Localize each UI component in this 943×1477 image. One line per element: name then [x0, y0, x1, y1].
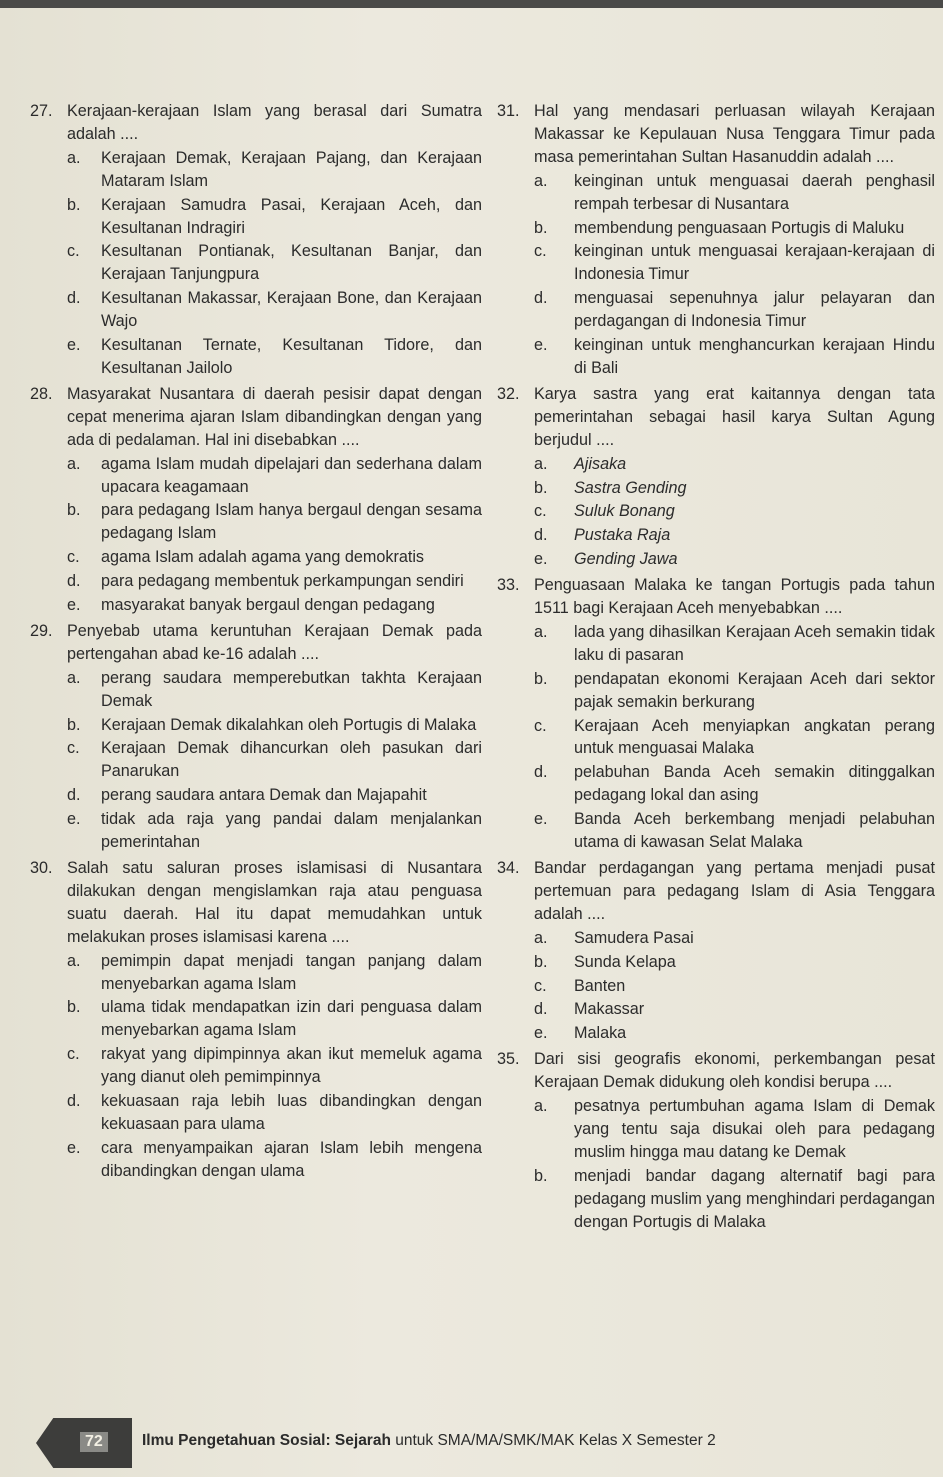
question-33	[497, 574, 935, 854]
option-b: b. Sunda Kelapa	[534, 952, 676, 971]
question-35	[497, 1048, 935, 1233]
option-a: a. keinginan untuk menguasai daerah penghasil rempah terbesar di Nusantara	[534, 171, 935, 213]
option-b: b. menjadi bandar dagang alternatif bagi para pedagang muslim yang menghindari perdagangan dengan Portugis di Malaka	[534, 1166, 935, 1231]
book-title: Ilmu Pengetahuan Sosial: Sejarah untuk SMA/MA/SMK/MAK Kelas X Semester 2	[142, 1432, 716, 1449]
question-27	[30, 100, 482, 380]
question-34	[497, 857, 935, 1045]
question-number: 33.	[497, 576, 520, 595]
option-e: e. Banda Aceh berkembang menjadi pelabuhan utama di kawasan Selat Malaka	[534, 810, 935, 852]
option-a: a. agama Islam mudah dipelajari dan sederhana dalam upacara keagamaan	[67, 454, 482, 496]
option-e: e. Malaka	[534, 1024, 627, 1043]
question-29	[30, 620, 482, 854]
question-text: Penyebab utama keruntuhan Kerajaan Demak pada pertengahan abad ke-16 adalah ....	[67, 621, 482, 663]
question-number: 28.	[30, 384, 53, 403]
option-a: a. Ajisaka	[534, 454, 627, 473]
page-number: 72	[80, 1432, 108, 1452]
option-c: c. Kerajaan Demak dihancurkan oleh pasukan dari Panarukan	[67, 739, 482, 781]
option-d: d. para pedagang membentuk perkampungan sendiri	[67, 572, 464, 591]
question-number: 31.	[497, 102, 520, 120]
option-b: b. pendapatan ekonomi Kerajaan Aceh dari sektor pajak semakin berkurang	[534, 669, 935, 711]
option-c: c. Banten	[534, 976, 626, 995]
option-a: a. Kerajaan Demak, Kerajaan Pajang, dan Kerajaan Mataram Islam	[67, 148, 482, 190]
question-number: 32.	[497, 384, 520, 403]
option-e: e. masyarakat banyak bergaul dengan pedagang	[67, 596, 435, 615]
question-text: Karya sastra yang erat kaitannya dengan tata pemerintahan sebagai hasil karya Sultan Agung berjudul ....	[534, 384, 935, 449]
option-c: c. agama Islam adalah agama yang demokratis	[67, 548, 425, 567]
question-number: 27.	[30, 102, 53, 120]
question-28	[30, 383, 482, 617]
option-d: d. Kesultanan Makassar, Kerajaan Bone, dan Kerajaan Wajo	[67, 289, 482, 331]
question-text: Kerajaan-kerajaan Islam yang berasal dari Sumatra adalah ....	[67, 102, 482, 143]
question-32	[497, 383, 935, 571]
right-column	[497, 100, 935, 1237]
top-border	[0, 0, 943, 8]
question-number: 34.	[497, 859, 520, 877]
option-d: d. perang saudara antara Demak dan Majapahit	[67, 786, 427, 805]
option-d: d. kekuasaan raja lebih luas dibandingkan dengan kekuasaan para ulama	[67, 1092, 482, 1133]
left-column	[30, 100, 482, 1186]
question-text: Masyarakat Nusantara di daerah pesisir dapat dengan cepat menerima ajaran Islam dibandingkan dengan yang ada di pedalaman. Hal ini disebabkan ....	[67, 384, 482, 449]
option-c: c. Kesultanan Pontianak, Kesultanan Banjar, dan Kerajaan Tanjungpura	[67, 242, 482, 284]
question-number: 29.	[30, 621, 53, 640]
option-d: d. pelabuhan Banda Aceh semakin ditinggalkan pedagang lokal dan asing	[534, 763, 935, 805]
option-a: a. Samudera Pasai	[534, 928, 694, 947]
option-e: e. Kesultanan Ternate, Kesultanan Tidore, dan Kesultanan Jailolo	[67, 336, 482, 377]
option-e: e. Gending Jawa	[534, 550, 678, 569]
question-text: Salah satu saluran proses islamisasi di Nusantara dilakukan dengan mengislamkan raja atau penguasa suatu daerah. Hal itu dapat memudahkan untuk melakukan proses islamisasi karena ....	[67, 859, 482, 946]
question-number: 35.	[497, 1050, 520, 1069]
option-b: b. ulama tidak mendapatkan izin dari penguasa dalam menyebarkan agama Islam	[67, 998, 482, 1040]
option-a: a. perang saudara memperebutkan takhta Kerajaan Demak	[67, 668, 482, 710]
option-a: a. pemimpin dapat menjadi tangan panjang dalam menyebarkan agama Islam	[67, 951, 482, 993]
option-c: c. Suluk Bonang	[534, 502, 675, 521]
option-b: b. para pedagang Islam hanya bergaul dengan sesama pedagang Islam	[67, 501, 482, 543]
question-text: Hal yang mendasari perluasan wilayah Kerajaan Makassar ke Kepulauan Nusa Tenggara Timur pada masa pemerintahan Sultan Hasanuddin adalah ....	[534, 102, 935, 166]
option-c: c. rakyat yang dipimpinnya akan ikut memeluk agama yang dianut oleh pemimpinnya	[67, 1045, 482, 1087]
option-b: b. Kerajaan Samudra Pasai, Kerajaan Aceh, dan Kesultanan Indragiri	[67, 195, 482, 237]
option-d: d. menguasai sepenuhnya jalur pelayaran dan perdagangan di Indonesia Timur	[534, 289, 935, 331]
question-31	[497, 100, 935, 380]
page-footer	[0, 1410, 943, 1470]
option-a: a. lada yang dihasilkan Kerajaan Aceh semakin tidak laku di pasaran	[534, 622, 935, 664]
option-c: c. Kerajaan Aceh menyiapkan angkatan perang untuk menguasai Malaka	[534, 716, 935, 758]
option-b: b. Sastra Gending	[534, 478, 687, 497]
option-b: b. Kerajaan Demak dikalahkan oleh Portugis di Malaka	[67, 715, 477, 734]
option-d: d. Pustaka Raja	[534, 526, 671, 545]
option-e: e. tidak ada raja yang pandai dalam menjalankan pemerintahan	[67, 810, 482, 852]
question-number: 30.	[30, 859, 53, 877]
question-text: Bandar perdagangan yang pertama menjadi pusat pertemuan para pedagang Islam di Asia Tenggara adalah ....	[534, 859, 935, 923]
option-b: b. membendung penguasaan Portugis di Maluku	[534, 218, 905, 237]
option-e: e. cara menyampaikan ajaran Islam lebih mengena dibandingkan dengan ulama	[67, 1138, 482, 1180]
option-d: d. Makassar	[534, 1000, 645, 1019]
option-c: c. keinginan untuk menguasai kerajaan-kerajaan di Indonesia Timur	[534, 242, 935, 284]
question-text: Penguasaan Malaka ke tangan Portugis pada tahun 1511 bagi Kerajaan Aceh menyebabkan ....	[534, 576, 935, 618]
option-a: a. pesatnya pertumbuhan agama Islam di Demak yang tentu saja disukai oleh para pedagang muslim hingga mau datang ke Demak	[534, 1097, 935, 1161]
option-e: e. keinginan untuk menghancurkan kerajaan Hindu di Bali	[534, 336, 935, 377]
question-text: Dari sisi geografis ekonomi, perkembangan pesat Kerajaan Demak didukung oleh kondisi berupa ....	[534, 1050, 935, 1092]
question-30	[30, 857, 482, 1183]
